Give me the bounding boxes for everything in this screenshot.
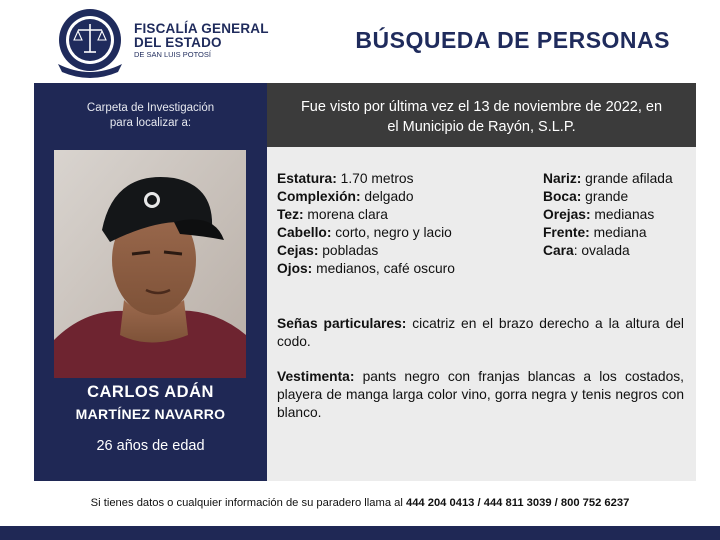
- attr-label: Frente:: [543, 225, 590, 240]
- attr-value: delgado: [360, 189, 414, 204]
- attr-orejas: [543, 206, 673, 224]
- attr-value: mediana: [589, 225, 647, 240]
- page-title: BÚSQUEDA DE PERSONAS: [355, 27, 670, 53]
- person-photo: [54, 150, 246, 378]
- org-line-3: DE SAN LUIS POTOSÍ: [134, 50, 211, 59]
- bottom-bar: [0, 526, 720, 540]
- person-first-name: CARLOS ADÁN: [87, 383, 214, 401]
- attr-label: Complexión:: [277, 189, 361, 204]
- attributes-left: [277, 170, 455, 278]
- attr-complexion: [277, 188, 455, 206]
- contact-footer: [0, 497, 720, 509]
- carpeta-line-1: Carpeta de Investigación: [86, 102, 215, 114]
- person-card: [34, 83, 267, 481]
- header: [0, 0, 720, 82]
- attr-frente: [543, 224, 673, 242]
- attr-tez: [277, 206, 455, 224]
- org-line-2: DEL ESTADO: [134, 35, 222, 50]
- attr-value: medianos, café oscuro: [312, 261, 455, 276]
- vestimenta-label: Vestimenta:: [277, 369, 355, 384]
- last-seen-banner: [267, 83, 696, 147]
- person-age: 26 años de edad: [96, 438, 205, 454]
- attr-estatura: [277, 170, 455, 188]
- distinguishing-marks: [277, 315, 684, 351]
- attr-ojos: [277, 260, 455, 278]
- attr-label: Tez:: [277, 207, 304, 222]
- attr-label: Cejas:: [277, 243, 319, 258]
- person-photo-image: [54, 150, 246, 378]
- attr-label: Ojos:: [277, 261, 313, 276]
- attr-value: pobladas: [318, 243, 379, 258]
- attr-label: Estatura:: [277, 171, 337, 186]
- last-seen-line-1: Fue visto por última vez el 13 de noviembre de 2022, en: [300, 99, 663, 115]
- carpeta-label: [34, 101, 267, 131]
- org-line-1: FISCALÍA GENERAL: [134, 21, 269, 36]
- last-seen-line-2: el Municipio de Rayón, S.L.P.: [387, 119, 576, 135]
- senas-label: Señas particulares:: [277, 316, 407, 331]
- attr-value: 1.70 metros: [336, 171, 414, 186]
- attr-boca: [543, 188, 673, 206]
- clothing-description: [277, 368, 684, 422]
- footer-phones: 444 204 0413 / 444 811 3039 / 800 752 6237: [405, 497, 630, 509]
- attr-value: morena clara: [303, 207, 388, 222]
- attr-value: corto, negro y lacio: [331, 225, 452, 240]
- senas-value: cicatriz en el brazo derecho a la altura del codo.: [277, 316, 684, 349]
- attr-cejas: [277, 242, 455, 260]
- attr-value: medianas: [590, 207, 655, 222]
- attr-value: : ovalada: [573, 243, 630, 258]
- fiscalia-seal-logo: [50, 6, 130, 78]
- attr-value: grande: [581, 189, 629, 204]
- footer-text: Si tienes datos o cualquier información de su paradero llama al: [90, 497, 406, 509]
- attr-cara: [543, 242, 673, 260]
- attr-label: Boca:: [543, 189, 582, 204]
- vestimenta-value: pants negro con franjas blancas a los costados, playera de manga larga color vino, gorra negra y tenis negros con blanco.: [277, 369, 684, 420]
- attr-label: Cara: [543, 243, 574, 258]
- carpeta-line-2: para localizar a:: [109, 117, 192, 129]
- attr-label: Nariz:: [543, 171, 582, 186]
- attr-value: grande afilada: [581, 171, 673, 186]
- person-last-name: MARTÍNEZ NAVARRO: [75, 406, 226, 422]
- organization-name: [134, 22, 269, 59]
- attr-label: Orejas:: [543, 207, 591, 222]
- attr-cabello: [277, 224, 455, 242]
- attr-nariz: [543, 170, 673, 188]
- attr-label: Cabello:: [277, 225, 332, 240]
- attributes-right: [543, 170, 673, 260]
